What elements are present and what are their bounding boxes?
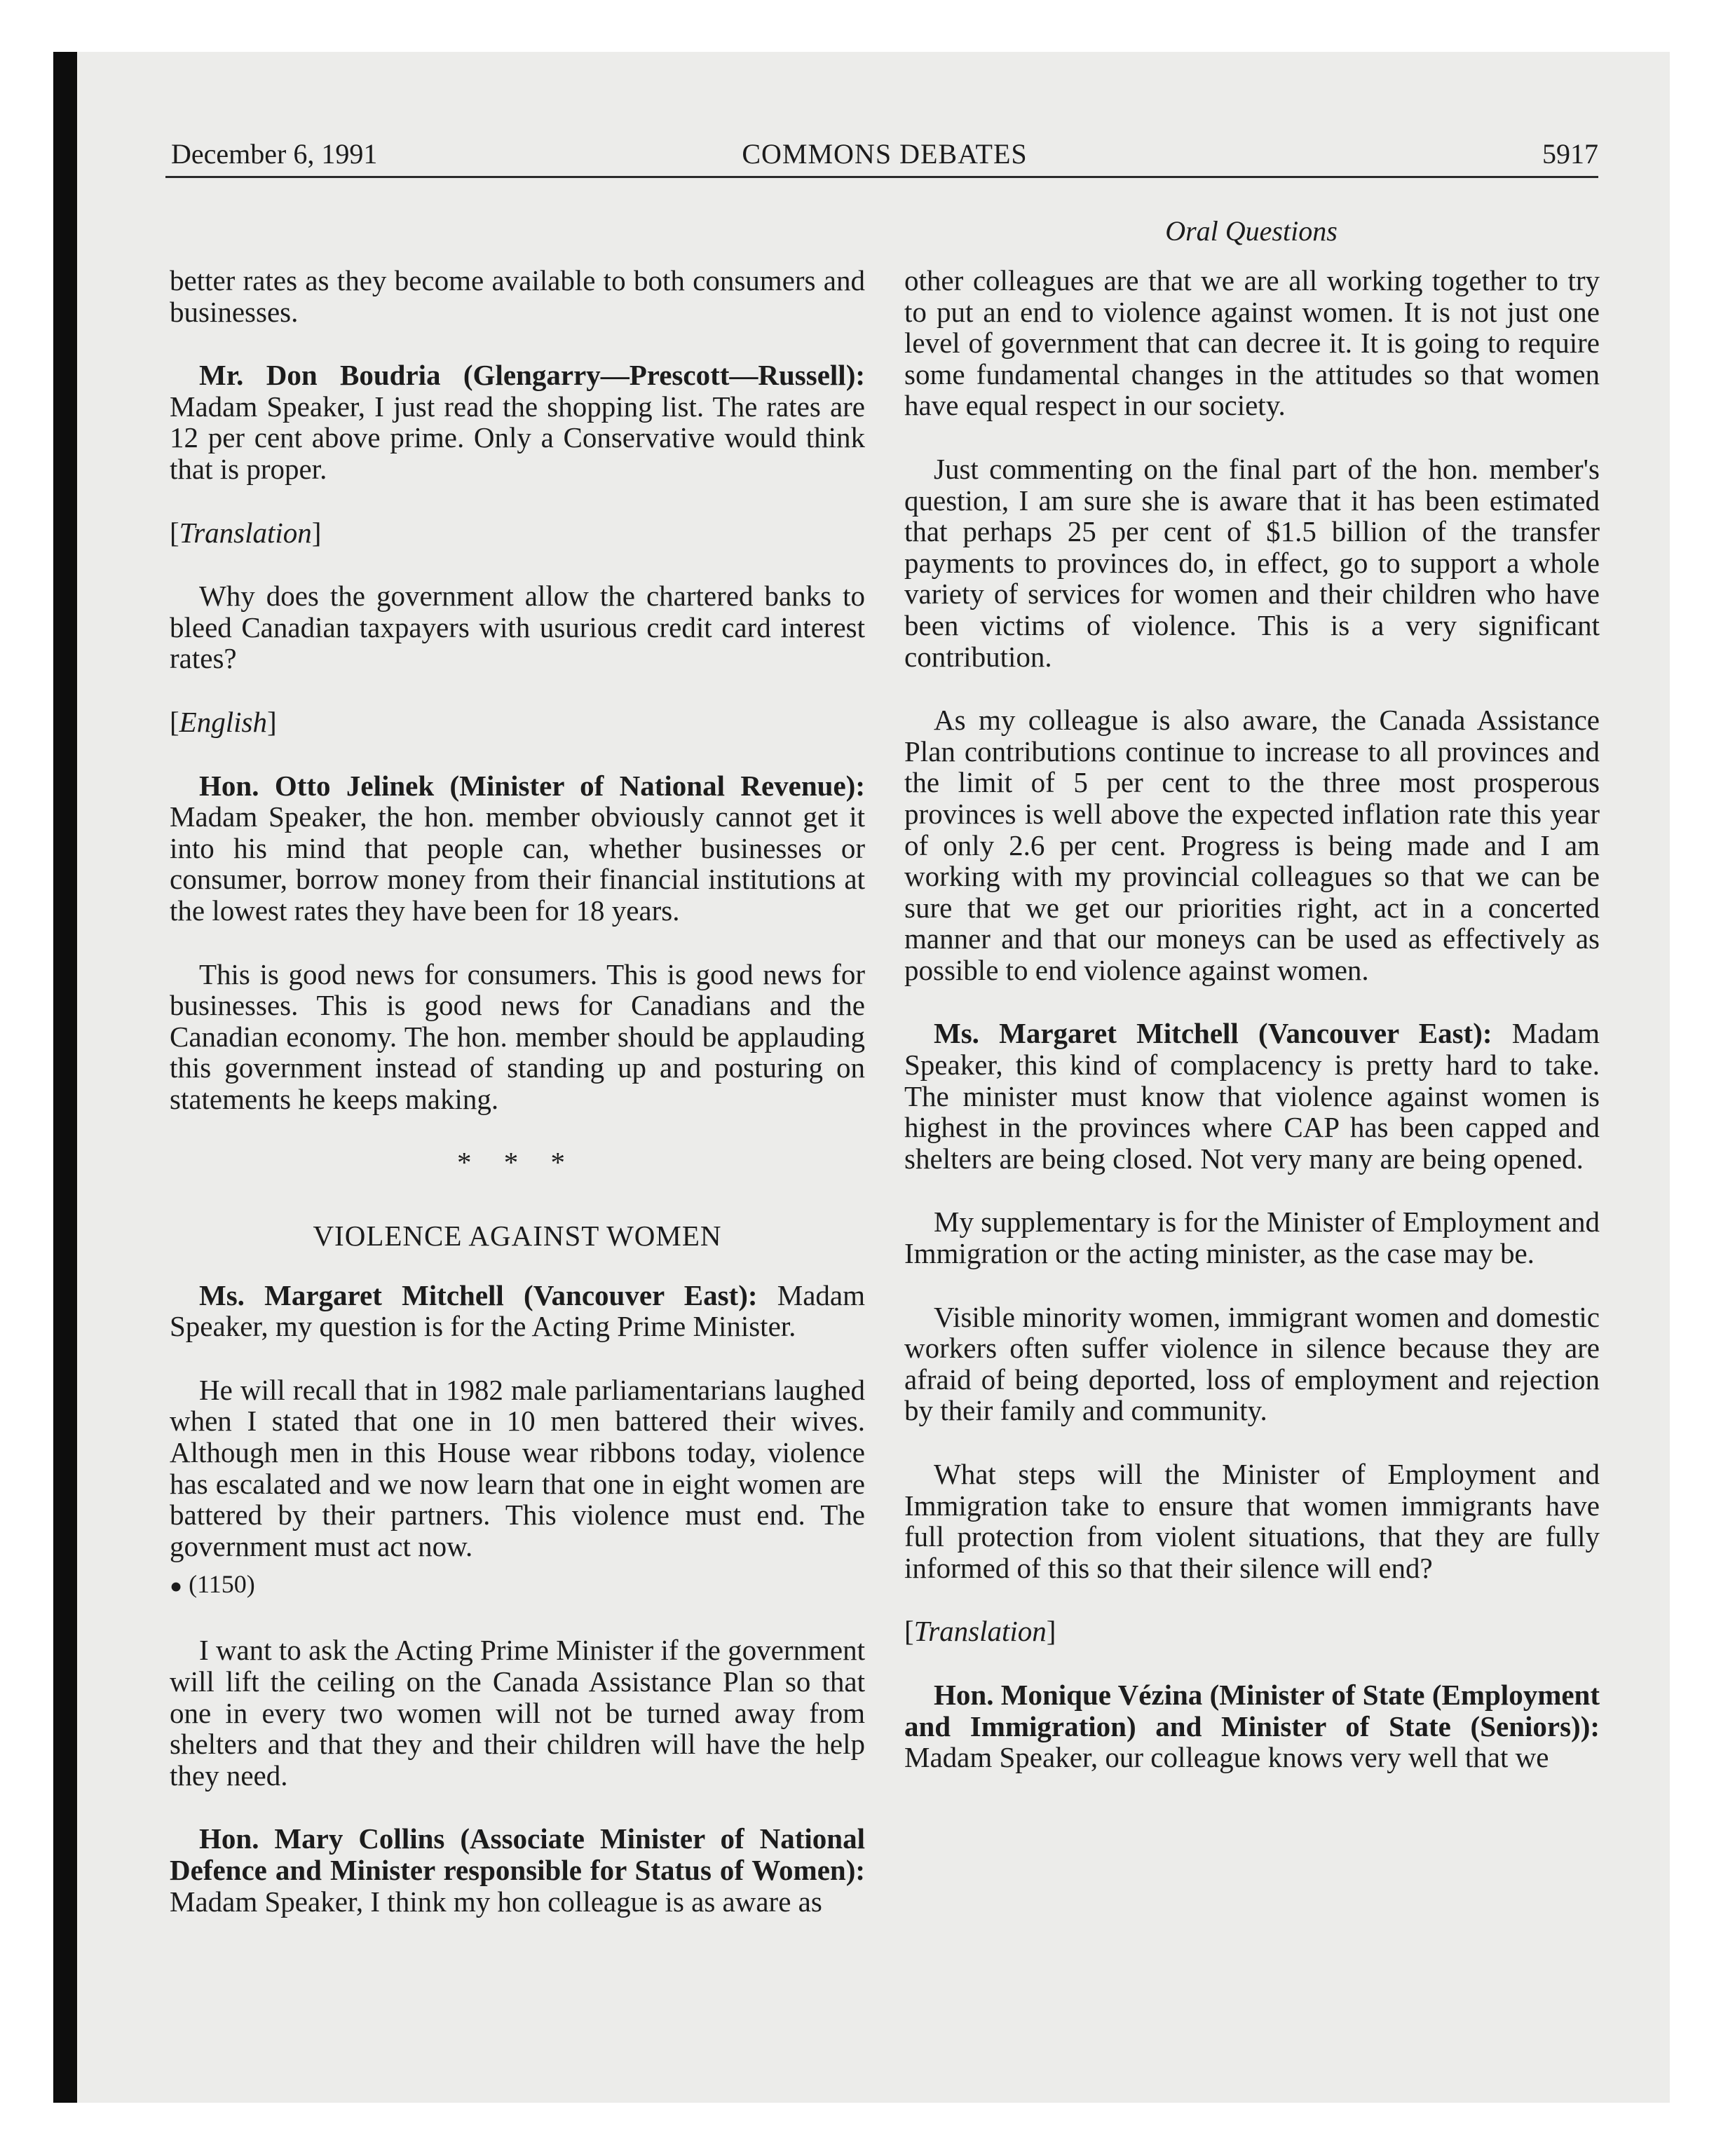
paragraph: This is good news for consumers. This is good news for businesses. This is good news for Canadians and the Canadian economy. The hon. member should be applauding this government instead of standing up and posturing on statements he keeps making.	[170, 957, 865, 1115]
speech-text: Madam Speaker, this kind of complacency is pretty hard to take. The minister must know that violence against women is highest in the provinces where CAP has been capped and shelters are being closed. Not very many are being opened.	[904, 1017, 1600, 1175]
paragraph	[904, 1679, 1600, 1773]
bullet-icon: ●	[170, 1574, 183, 1598]
page-header	[171, 137, 1598, 179]
speech-text: Madam Speaker, my question is for the Acting Prime Minister.	[170, 1278, 865, 1343]
rubric-label: Translation	[913, 1615, 1047, 1648]
left-column	[170, 265, 865, 1949]
paragraph	[170, 360, 865, 484]
speaker-name: Hon. Monique Vézina (Minister of State (Employment and Immigration) and Minister of State (Seniors)):	[904, 1678, 1600, 1742]
language-rubric: [English]	[170, 705, 277, 738]
speaker-name: Hon. Otto Jelinek (Minister of National Revenue):	[199, 769, 865, 802]
running-head: Oral Questions	[1165, 215, 1338, 247]
speech-text: Madam Speaker, I think my hon colleague is as aware as	[170, 1885, 822, 1918]
right-column	[904, 265, 1600, 1806]
paragraph: My supplementary is for the Minister of Employment and Immigration or the acting minister, as the case may be.	[904, 1206, 1600, 1270]
speech-text: Madam Speaker, the hon. member obviously cannot get it into his mind that people can, whether businesses or consumer, borrow money from their financial institutions at the lowest rates they have been for 18 years.	[170, 800, 865, 927]
header-rule	[165, 176, 1598, 178]
paragraph	[170, 1823, 865, 1917]
header-date: December 6, 1991	[171, 138, 378, 170]
paragraph: What steps will the Minister of Employment and Immigration take to ensure that women immigrants have full protection from violent situations, that they are fully informed of this so that their silence will end?	[904, 1458, 1600, 1584]
scan-binding-edge	[53, 52, 77, 2103]
paragraph: As my colleague is also aware, the Canada Assistance Plan contributions continue to increase to all provinces and the limit of 5 per cent to the three most prosperous provinces is well above the expected inflation rate this year of only 2.6 per cent. Progress is being made and I am working with my provincial colleagues so that we can be sure that we get our priorities right, act in a concerted manner and that our moneys can be used as effectively as possible to end violence against women.	[904, 704, 1600, 986]
language-rubric: [Translation]	[170, 516, 322, 549]
speaker-name: Hon. Mary Collins (Associate Minister of National Defence and Minister responsible for Status of Women):	[170, 1822, 865, 1886]
paragraph: I want to ask the Acting Prime Minister if the government will lift the ceiling on the Canada Assistance Plan so that one in every two women will not be turned away from shelters and that they and their children will have the help they need.	[170, 1634, 865, 1792]
paragraph: Why does the government allow the chartered banks to bleed Canadian taxpayers with usurious credit card interest rates?	[170, 580, 865, 675]
paragraph: Visible minority women, immigrant women and domestic workers often suffer violence in silence because they are afraid of being deported, loss of employment and rejection by their family and community.	[904, 1300, 1600, 1427]
paragraph: better rates as they become available to both consumers and businesses.	[170, 264, 865, 328]
speaker-name: Ms. Margaret Mitchell (Vancouver East):	[199, 1278, 758, 1311]
speaker-name: Ms. Margaret Mitchell (Vancouver East):	[934, 1017, 1492, 1050]
header-page-number: 5917	[1542, 138, 1598, 170]
rubric-label: English	[179, 705, 267, 738]
section-heading: VIOLENCE AGAINST WOMEN	[313, 1220, 722, 1253]
speaker-name: Mr. Don Boudria (Glengarry—Prescott—Russell):	[199, 359, 865, 392]
language-rubric: [Translation]	[904, 1615, 1056, 1648]
paragraph: other colleagues are that we are all working together to try to put an end to violence against women. It is not just one level of government that can decree it. It is going to require some fundamental changes in the attitudes so that women have equal respect in our society.	[904, 264, 1600, 422]
paragraph	[170, 770, 865, 927]
header-title: COMMONS DEBATES	[742, 138, 1028, 170]
paragraph: Just commenting on the final part of the hon. member's question, I am sure she is aware that it has been estimated that perhaps 25 per cent of $1.5 billion of the transfer payments to provinces do, in effect, go to support a whole variety of services for women and their children who have been victims of violence. This is a very significant contribution.	[904, 452, 1600, 673]
paragraph	[904, 1018, 1600, 1174]
timestamp-text: (1150)	[189, 1570, 255, 1599]
paragraph: He will recall that in 1982 male parliamentarians laughed when I stated that one in 10 men battered their wives. Although men in this House wear ribbons today, violence has escalated and we now learn that one in eight women are battered by their partners. This violence must end. The government must act now.	[170, 1373, 865, 1562]
rubric-label: Translation	[179, 516, 312, 549]
speech-text: Madam Speaker, I just read the shopping list. The rates are 12 per cent above prime. Only a Conservative would think that is proper.	[170, 390, 865, 485]
paragraph	[170, 1280, 865, 1342]
timestamp	[170, 1569, 865, 1602]
section-separator: * * *	[457, 1146, 578, 1179]
speech-text: Madam Speaker, our colleague knows very well that we	[904, 1741, 1549, 1774]
